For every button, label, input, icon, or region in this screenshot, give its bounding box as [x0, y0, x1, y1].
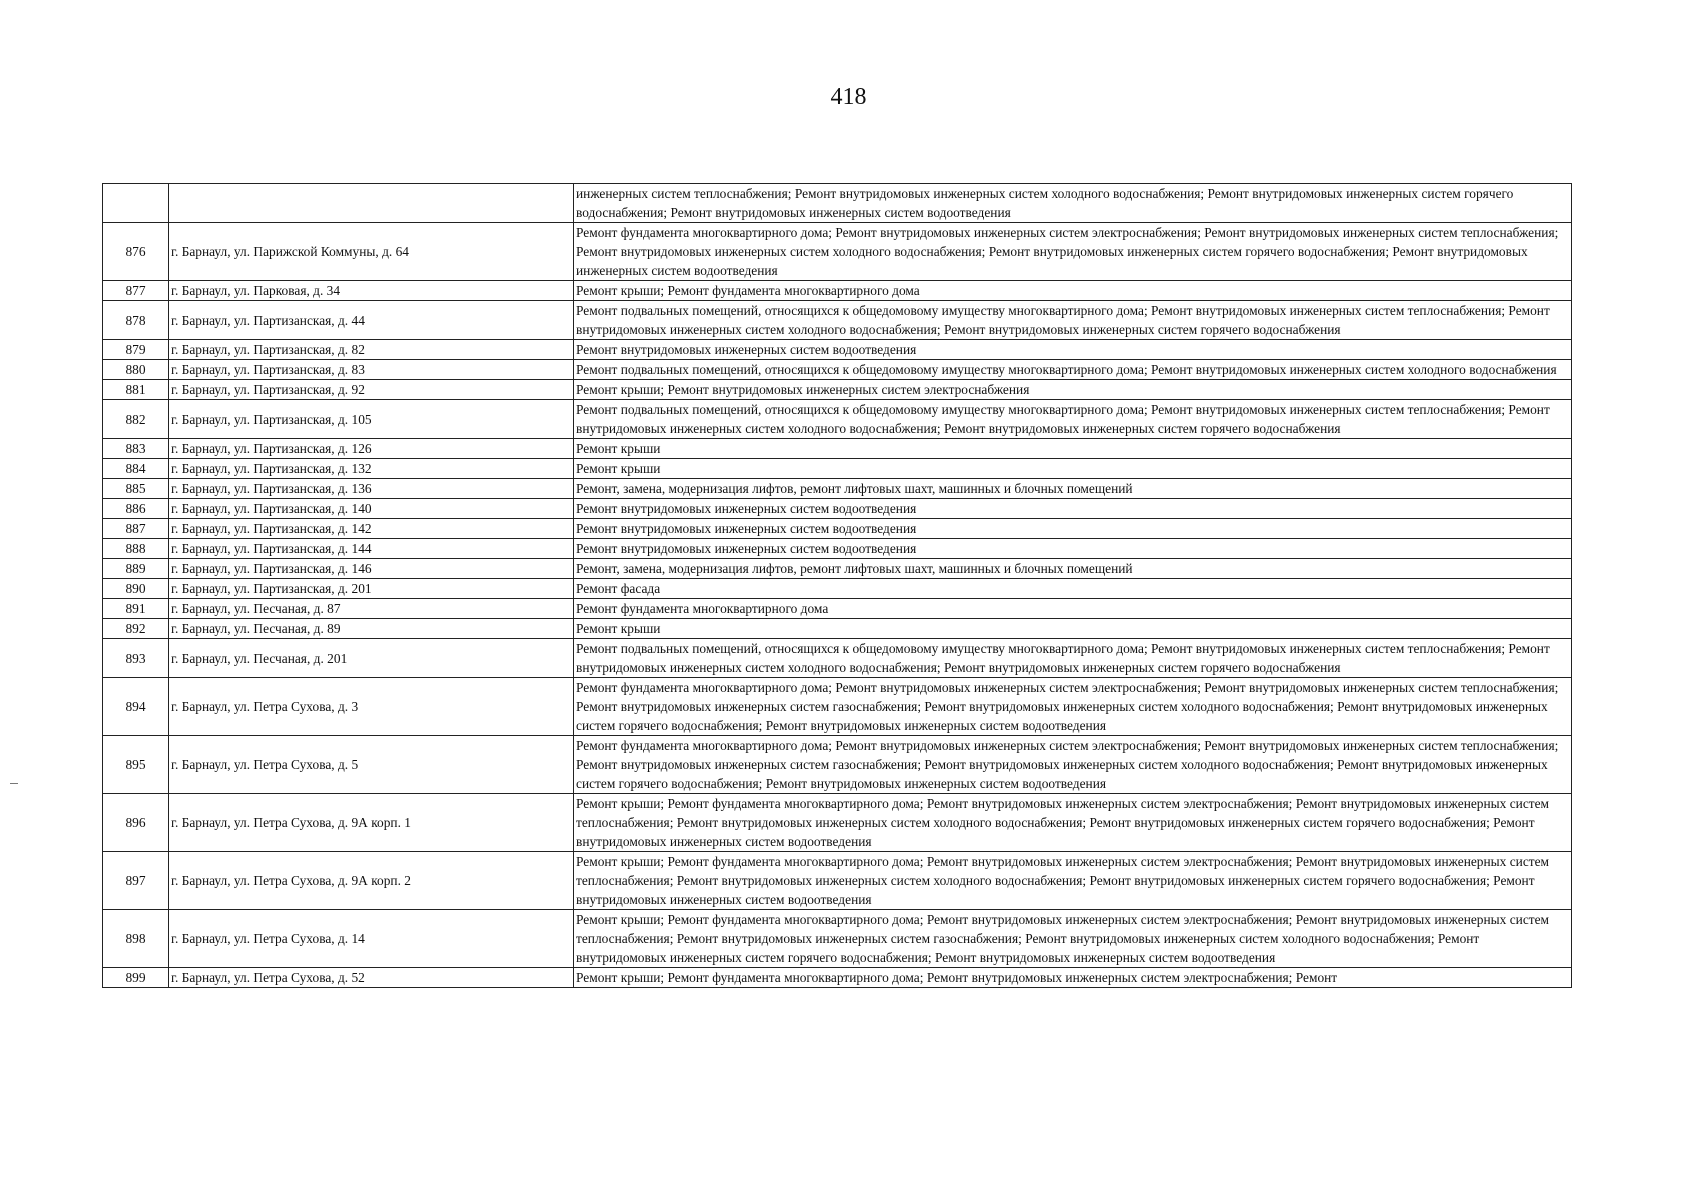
work-types-cell: Ремонт крыши; Ремонт фундамента многоквартирного дома; Ремонт внутридомовых инженерных систем электроснабжения; Ремонт внутридомовых инженерных систем теплоснабжения; Ремонт внутридомовых инженерных систем холодного водоснабжения; Ремонт внутридомовых инженерных систем горячего водоснабжения; Ремонт внутридомовых инженерных систем водоотведения: [574, 852, 1572, 910]
table-row: [103, 599, 1572, 619]
work-types-cell: Ремонт фасада: [574, 579, 1572, 599]
address-cell: г. Барнаул, ул. Петра Сухова, д. 14: [169, 910, 574, 968]
address-cell: г. Барнаул, ул. Партизанская, д. 44: [169, 301, 574, 340]
work-types-cell: Ремонт крыши; Ремонт фундамента многоквартирного дома: [574, 281, 1572, 301]
row-number-cell: 879: [103, 340, 169, 360]
work-types-cell: Ремонт внутридомовых инженерных систем водоотведения: [574, 499, 1572, 519]
work-types-cell: Ремонт фундамента многоквартирного дома; Ремонт внутридомовых инженерных систем электроснабжения; Ремонт внутридомовых инженерных систем теплоснабжения; Ремонт внутридомовых инженерных систем холодного водоснабжения; Ремонт внутридомовых инженерных систем горячего водоснабжения; Ремонт внутридомовых инженерных систем водоотведения: [574, 223, 1572, 281]
table-row: [103, 910, 1572, 968]
work-types-cell: Ремонт, замена, модернизация лифтов, ремонт лифтовых шахт, машинных и блочных помещений: [574, 559, 1572, 579]
address-cell: г. Барнаул, ул. Партизанская, д. 144: [169, 539, 574, 559]
address-cell: г. Барнаул, ул. Петра Сухова, д. 52: [169, 968, 574, 988]
table-row: [103, 519, 1572, 539]
address-cell: г. Барнаул, ул. Песчаная, д. 201: [169, 639, 574, 678]
table-row: [103, 380, 1572, 400]
address-cell: г. Барнаул, ул. Песчаная, д. 89: [169, 619, 574, 639]
work-types-cell: Ремонт крыши: [574, 459, 1572, 479]
row-number-cell: 880: [103, 360, 169, 380]
address-cell: г. Барнаул, ул. Петра Сухова, д. 5: [169, 736, 574, 794]
address-cell: г. Барнаул, ул. Партизанская, д. 142: [169, 519, 574, 539]
row-number-cell: 885: [103, 479, 169, 499]
work-types-cell: Ремонт фундамента многоквартирного дома; Ремонт внутридомовых инженерных систем электроснабжения; Ремонт внутридомовых инженерных систем теплоснабжения; Ремонт внутридомовых инженерных систем газоснабжения; Ремонт внутридомовых инженерных систем холодного водоснабжения; Ремонт внутридомовых инженерных систем горячего водоснабжения; Ремонт внутридомовых инженерных систем водоотведения: [574, 736, 1572, 794]
work-types-cell: Ремонт крыши; Ремонт фундамента многоквартирного дома; Ремонт внутридомовых инженерных систем электроснабжения; Ремонт: [574, 968, 1572, 988]
work-types-cell: Ремонт крыши: [574, 439, 1572, 459]
table-row: [103, 639, 1572, 678]
row-number-cell: 889: [103, 559, 169, 579]
table-row: [103, 678, 1572, 736]
work-types-cell: Ремонт подвальных помещений, относящихся к общедомовому имуществу многоквартирного дома; Ремонт внутридомовых инженерных систем теплоснабжения; Ремонт внутридомовых инженерных систем холодного водоснабжения; Ремонт внутридомовых инженерных систем горячего водоснабжения: [574, 400, 1572, 439]
table-row: [103, 736, 1572, 794]
row-number-cell: 884: [103, 459, 169, 479]
table-row: [103, 360, 1572, 380]
address-cell: [169, 184, 574, 223]
row-number-cell: 893: [103, 639, 169, 678]
row-number-cell: 896: [103, 794, 169, 852]
margin-mark: [10, 783, 18, 784]
row-number-cell: 895: [103, 736, 169, 794]
table-row: [103, 281, 1572, 301]
row-number-cell: 898: [103, 910, 169, 968]
address-cell: г. Барнаул, ул. Партизанская, д. 136: [169, 479, 574, 499]
address-cell: г. Барнаул, ул. Партизанская, д. 82: [169, 340, 574, 360]
work-types-cell: Ремонт подвальных помещений, относящихся к общедомовому имуществу многоквартирного дома; Ремонт внутридомовых инженерных систем холодного водоснабжения: [574, 360, 1572, 380]
address-cell: г. Барнаул, ул. Петра Сухова, д. 9А корп. 1: [169, 794, 574, 852]
table-row: [103, 499, 1572, 519]
table-row: [103, 559, 1572, 579]
address-cell: г. Барнаул, ул. Партизанская, д. 201: [169, 579, 574, 599]
table-body: [103, 184, 1572, 988]
address-cell: г. Барнаул, ул. Петра Сухова, д. 3: [169, 678, 574, 736]
address-cell: г. Барнаул, ул. Партизанская, д. 140: [169, 499, 574, 519]
table-row: [103, 459, 1572, 479]
address-cell: г. Барнаул, ул. Партизанская, д. 132: [169, 459, 574, 479]
work-types-cell: Ремонт крыши; Ремонт фундамента многоквартирного дома; Ремонт внутридомовых инженерных систем электроснабжения; Ремонт внутридомовых инженерных систем теплоснабжения; Ремонт внутридомовых инженерных систем газоснабжения; Ремонт внутридомовых инженерных систем холодного водоснабжения; Ремонт внутридомовых инженерных систем горячего водоснабжения; Ремонт внутридомовых инженерных систем водоотведения: [574, 910, 1572, 968]
row-number-cell: 877: [103, 281, 169, 301]
row-number-cell: 883: [103, 439, 169, 459]
table-row: [103, 794, 1572, 852]
work-types-cell: Ремонт крыши: [574, 619, 1572, 639]
row-number-cell: 894: [103, 678, 169, 736]
address-cell: г. Барнаул, ул. Партизанская, д. 83: [169, 360, 574, 380]
table-row: [103, 579, 1572, 599]
address-cell: г. Барнаул, ул. Петра Сухова, д. 9А корп. 2: [169, 852, 574, 910]
table-row: [103, 223, 1572, 281]
address-cell: г. Барнаул, ул. Партизанская, д. 105: [169, 400, 574, 439]
row-number-cell: 886: [103, 499, 169, 519]
row-number-cell: 876: [103, 223, 169, 281]
row-number-cell: 897: [103, 852, 169, 910]
table-row: [103, 539, 1572, 559]
address-cell: г. Барнаул, ул. Парковая, д. 34: [169, 281, 574, 301]
address-cell: г. Барнаул, ул. Партизанская, д. 92: [169, 380, 574, 400]
address-cell: г. Барнаул, ул. Партизанская, д. 146: [169, 559, 574, 579]
row-number-cell: 891: [103, 599, 169, 619]
row-number-cell: 899: [103, 968, 169, 988]
address-cell: г. Барнаул, ул. Партизанская, д. 126: [169, 439, 574, 459]
table-row: [103, 340, 1572, 360]
work-types-cell: Ремонт подвальных помещений, относящихся к общедомовому имуществу многоквартирного дома; Ремонт внутридомовых инженерных систем теплоснабжения; Ремонт внутридомовых инженерных систем холодного водоснабжения; Ремонт внутридомовых инженерных систем горячего водоснабжения: [574, 639, 1572, 678]
table-row: [103, 400, 1572, 439]
row-number-cell: 882: [103, 400, 169, 439]
table-row: [103, 439, 1572, 459]
work-types-cell: Ремонт фундамента многоквартирного дома; Ремонт внутридомовых инженерных систем электроснабжения; Ремонт внутридомовых инженерных систем теплоснабжения; Ремонт внутридомовых инженерных систем газоснабжения; Ремонт внутридомовых инженерных систем холодного водоснабжения; Ремонт внутридомовых инженерных систем горячего водоснабжения; Ремонт внутридомовых инженерных систем водоотведения: [574, 678, 1572, 736]
table-row: [103, 301, 1572, 340]
address-cell: г. Барнаул, ул. Парижской Коммуны, д. 64: [169, 223, 574, 281]
row-number-cell: 881: [103, 380, 169, 400]
row-number-cell: 892: [103, 619, 169, 639]
work-types-cell: Ремонт внутридомовых инженерных систем водоотведения: [574, 519, 1572, 539]
row-number-cell: [103, 184, 169, 223]
work-types-cell: инженерных систем теплоснабжения; Ремонт внутридомовых инженерных систем холодного водоснабжения; Ремонт внутридомовых инженерных систем горячего водоснабжения; Ремонт внутридомовых инженерных систем водоотведения: [574, 184, 1572, 223]
work-types-cell: Ремонт внутридомовых инженерных систем водоотведения: [574, 340, 1572, 360]
work-types-cell: Ремонт внутридомовых инженерных систем водоотведения: [574, 539, 1572, 559]
row-number-cell: 890: [103, 579, 169, 599]
work-types-cell: Ремонт фундамента многоквартирного дома: [574, 599, 1572, 619]
table-row: [103, 479, 1572, 499]
work-types-cell: Ремонт, замена, модернизация лифтов, ремонт лифтовых шахт, машинных и блочных помещений: [574, 479, 1572, 499]
row-number-cell: 887: [103, 519, 169, 539]
table-row: [103, 184, 1572, 223]
table-row: [103, 968, 1572, 988]
address-cell: г. Барнаул, ул. Песчаная, д. 87: [169, 599, 574, 619]
work-types-cell: Ремонт крыши; Ремонт внутридомовых инженерных систем электроснабжения: [574, 380, 1572, 400]
row-number-cell: 878: [103, 301, 169, 340]
work-types-cell: Ремонт подвальных помещений, относящихся к общедомовому имуществу многоквартирного дома; Ремонт внутридомовых инженерных систем теплоснабжения; Ремонт внутридомовых инженерных систем холодного водоснабжения; Ремонт внутридомовых инженерных систем горячего водоснабжения: [574, 301, 1572, 340]
page-number: 418: [830, 84, 867, 110]
repair-register-table: [102, 183, 1572, 988]
work-types-cell: Ремонт крыши; Ремонт фундамента многоквартирного дома; Ремонт внутридомовых инженерных систем электроснабжения; Ремонт внутридомовых инженерных систем теплоснабжения; Ремонт внутридомовых инженерных систем холодного водоснабжения; Ремонт внутридомовых инженерных систем горячего водоснабжения; Ремонт внутридомовых инженерных систем водоотведения: [574, 794, 1572, 852]
row-number-cell: 888: [103, 539, 169, 559]
table-row: [103, 619, 1572, 639]
table-row: [103, 852, 1572, 910]
